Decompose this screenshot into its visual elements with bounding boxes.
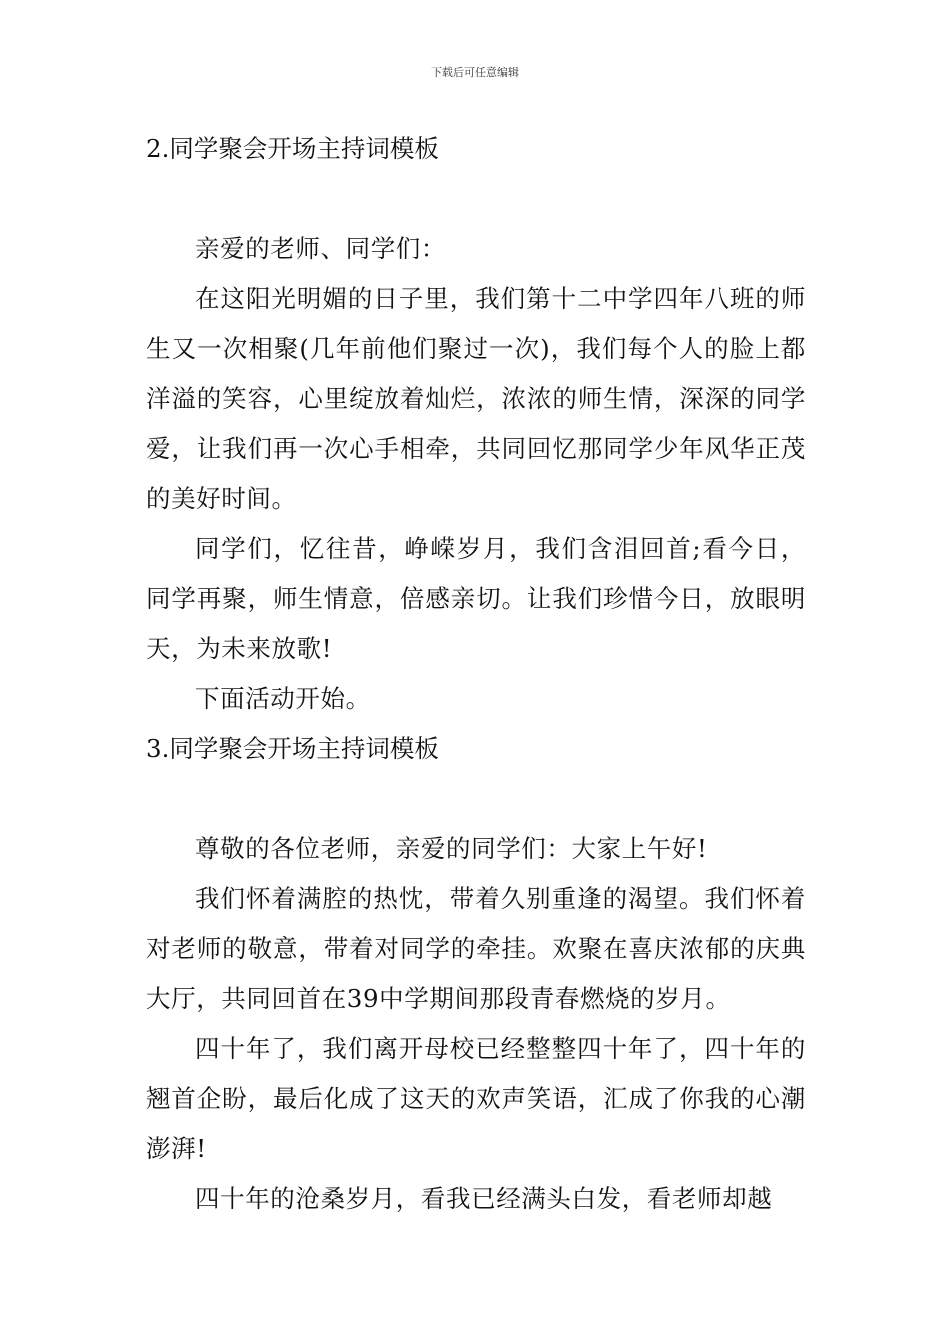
section-title: 3.同学聚会开场主持词模板 [146, 734, 439, 763]
paragraph: 四十年的沧桑岁月，看我已经满头白发，看老师却越 [195, 1184, 773, 1213]
paragraph: 下面活动开始。 [195, 684, 371, 713]
page-header-note: 下载后可任意编辑 [431, 66, 519, 79]
section-3 [146, 724, 806, 1224]
paragraph: 同学们，忆往昔，峥嵘岁月，我们含泪回首;看今日，同学再聚，师生情意，倍感亲切。让我们珍惜今日，放眼明天，为未来放歌! [146, 534, 806, 663]
section-2 [146, 124, 806, 724]
document-body [146, 124, 806, 1224]
greeting: 亲爱的老师、同学们： [195, 234, 446, 263]
paragraph: 我们怀着满腔的热忱，带着久别重逢的渴望。我们怀着对老师的敬意，带着对同学的牵挂。欢聚在喜庆浓郁的庆典大厅，共同回首在39中学期间那段青春燃烧的岁月。 [146, 884, 806, 1013]
greeting: 尊敬的各位老师，亲爱的同学们：大家上午好! [195, 834, 708, 863]
paragraph: 在这阳光明媚的日子里，我们第十二中学四年八班的师生又一次相聚(几年前他们聚过一次)，我们每个人的脸上都洋溢的笑容，心里绽放着灿烂，浓浓的师生情，深深的同学爱，让我们再一次心手相牵，共同回忆那同学少年风华正茂的美好时间。 [146, 284, 806, 513]
paragraph: 四十年了，我们离开母校已经整整四十年了，四十年的翘首企盼，最后化成了这天的欢声笑语，汇成了你我的心潮澎湃! [146, 1034, 806, 1163]
section-title: 2.同学聚会开场主持词模板 [146, 134, 439, 163]
